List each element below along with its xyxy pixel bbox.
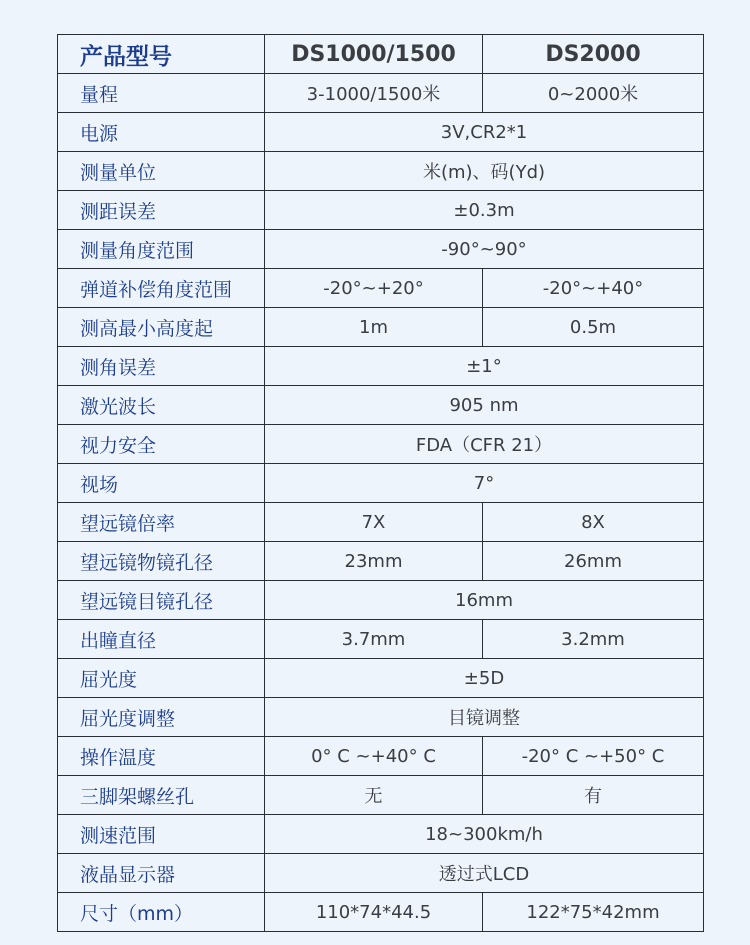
table-row <box>58 659 704 698</box>
row-value-shared: 目镜调整 <box>265 698 704 737</box>
row-value-model-a: -20°~+20° <box>265 269 483 308</box>
row-value-model-b: 26mm <box>483 542 704 581</box>
row-value-model-b: 0.5m <box>483 308 704 347</box>
table-row <box>58 815 704 854</box>
row-label: 望远镜目镜孔径 <box>58 581 265 620</box>
table-row <box>58 74 704 113</box>
row-value-model-a: 无 <box>265 776 483 815</box>
row-label: 屈光度调整 <box>58 698 265 737</box>
row-label: 测距误差 <box>58 191 265 230</box>
row-label: 测量单位 <box>58 152 265 191</box>
row-value-model-b: 有 <box>483 776 704 815</box>
row-label: 测角误差 <box>58 347 265 386</box>
row-label: 视力安全 <box>58 425 265 464</box>
table-row <box>58 464 704 503</box>
row-label: 望远镜物镜孔径 <box>58 542 265 581</box>
table-row <box>58 620 704 659</box>
row-value-shared: ±5D <box>265 659 704 698</box>
row-value-shared: 透过式LCD <box>265 854 704 893</box>
table-row <box>58 347 704 386</box>
table-row <box>58 503 704 542</box>
table-row <box>58 854 704 893</box>
row-value-shared: 16mm <box>265 581 704 620</box>
row-label: 尺寸（mm） <box>58 893 265 932</box>
table-row <box>58 542 704 581</box>
row-label: 测高最小高度起 <box>58 308 265 347</box>
header-model-a: DS1000/1500 <box>265 35 483 74</box>
row-label: 液晶显示器 <box>58 854 265 893</box>
table-row <box>58 113 704 152</box>
row-value-shared: FDA（CFR 21） <box>265 425 704 464</box>
row-value-shared: -90°~90° <box>265 230 704 269</box>
row-value-model-a: 7X <box>265 503 483 542</box>
row-value-shared: 3V,CR2*1 <box>265 113 704 152</box>
row-label: 电源 <box>58 113 265 152</box>
table-row <box>58 269 704 308</box>
spec-table <box>57 34 704 932</box>
table-row <box>58 698 704 737</box>
row-label: 激光波长 <box>58 386 265 425</box>
table-row <box>58 425 704 464</box>
row-value-model-a: 1m <box>265 308 483 347</box>
row-value-model-b: 0~2000米 <box>483 74 704 113</box>
row-value-shared: ±0.3m <box>265 191 704 230</box>
row-value-shared: 18~300km/h <box>265 815 704 854</box>
row-label: 出瞳直径 <box>58 620 265 659</box>
row-value-model-b: 8X <box>483 503 704 542</box>
row-value-model-a: 3.7mm <box>265 620 483 659</box>
table-row <box>58 386 704 425</box>
row-label: 三脚架螺丝孔 <box>58 776 265 815</box>
table-row <box>58 581 704 620</box>
row-label: 屈光度 <box>58 659 265 698</box>
table-row <box>58 776 704 815</box>
row-label: 测量角度范围 <box>58 230 265 269</box>
table-row <box>58 191 704 230</box>
spec-table-container <box>57 34 703 932</box>
table-row <box>58 230 704 269</box>
row-value-model-b: -20°~+40° <box>483 269 704 308</box>
row-value-model-b: 122*75*42mm <box>483 893 704 932</box>
row-label: 量程 <box>58 74 265 113</box>
row-value-model-a: 3-1000/1500米 <box>265 74 483 113</box>
row-value-shared: 7° <box>265 464 704 503</box>
row-label: 测速范围 <box>58 815 265 854</box>
row-label: 弹道补偿角度范围 <box>58 269 265 308</box>
row-value-model-a: 0° C ~+40° C <box>265 737 483 776</box>
row-value-model-b: 3.2mm <box>483 620 704 659</box>
table-row <box>58 893 704 932</box>
row-label: 视场 <box>58 464 265 503</box>
table-row <box>58 308 704 347</box>
header-model-b: DS2000 <box>483 35 704 74</box>
header-label: 产品型号 <box>58 35 265 74</box>
table-row <box>58 152 704 191</box>
row-value-shared: 905 nm <box>265 386 704 425</box>
row-label: 操作温度 <box>58 737 265 776</box>
row-value-model-a: 110*74*44.5 <box>265 893 483 932</box>
row-value-shared: 米(m)、码(Yd) <box>265 152 704 191</box>
row-value-model-a: 23mm <box>265 542 483 581</box>
row-label: 望远镜倍率 <box>58 503 265 542</box>
row-value-model-b: -20° C ~+50° C <box>483 737 704 776</box>
header-row <box>58 35 704 74</box>
row-value-shared: ±1° <box>265 347 704 386</box>
table-row <box>58 737 704 776</box>
spec-table-body <box>58 35 704 932</box>
